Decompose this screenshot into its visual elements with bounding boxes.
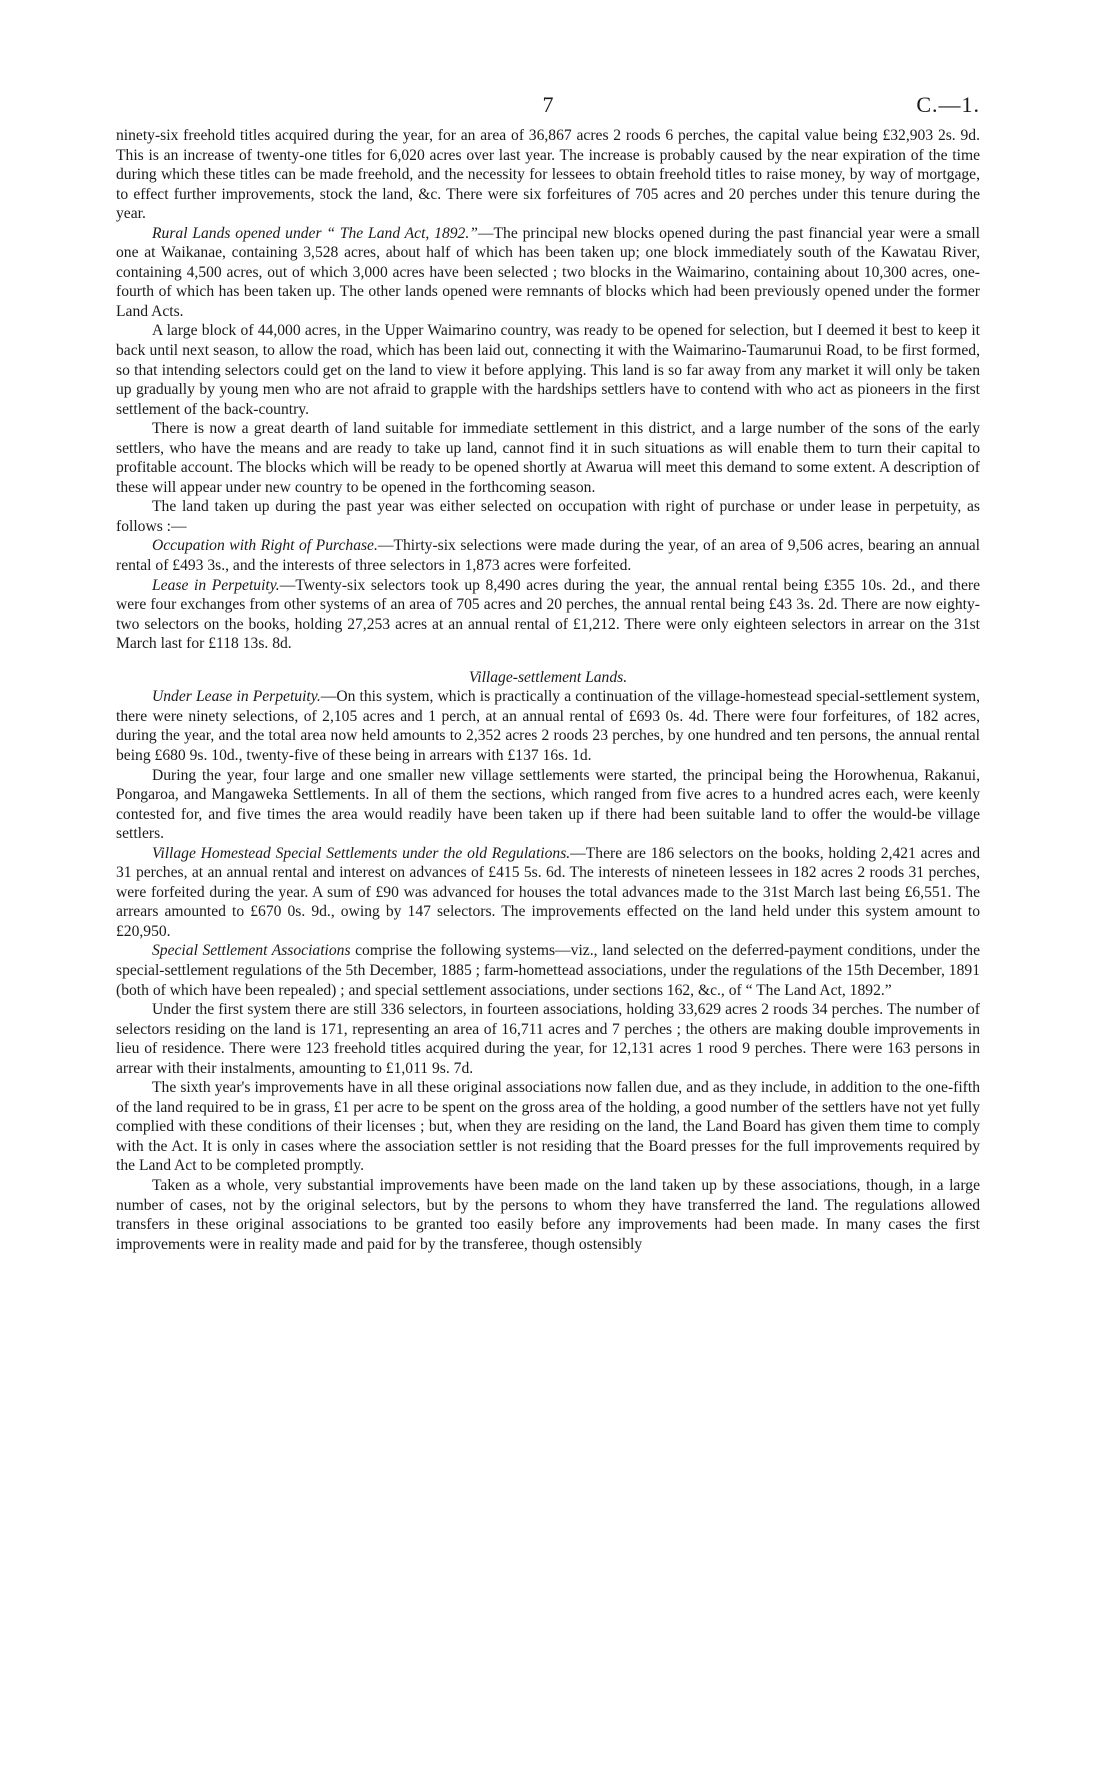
paragraph-land-taken-up <box>116 497 980 536</box>
paragraph-lease-perpetuity <box>116 576 980 654</box>
paragraph-text: ninety-six freehold titles acquired during the year, for an area of 36,867 acres 2 roods 6 perches, the capital value being £32,903 2s. 9d. This is an increase of twenty-one titles for 6,020 acres over last year. The increase is probably caused by the near expiration of the time during which these titles can be made freehold, and the necessity for lessees to obtain freehold titles to raise money, by way of mortgage, to effect further improvements, stock the land, &c. There were six forfeitures of 705 acres and 20 perches under this tenure during the year. <box>116 127 980 223</box>
paragraph-text: There is now a great dearth of land suitable for immediate settlement in this district, and a large number of the sons of the early settlers, who have the means and are ready to take up land, cannot find it in such situations as will enable them to turn their capital to profitable account. The blocks which will be ready to be opened shortly at Awarua will meet this demand to some extent. A description of these will appear under new country to be opened in the forthcoming season. <box>116 420 980 496</box>
paragraph-first-system <box>116 1000 980 1078</box>
paragraph-text: —Twenty-six selectors took up 8,490 acres during the year, the annual rental being £355 10s. 2d., and there were four exchanges from other systems of an area of 705 acres and 20 perches, the annual rental being £43 3s. 2d. There are now eighty-two selectors on the books, holding 27,253 acres at an annual rental of £1,212. There were only eighteen selectors in arrear on the 31st March last for £118 13s. 8d. <box>116 576 981 653</box>
paragraph-upper-waimarino <box>116 321 980 419</box>
document-page <box>116 92 980 1254</box>
paragraph-lead: Rural Lands opened under “ The Land Act, 1892.” <box>152 224 478 242</box>
paragraph-village-homestead <box>116 844 980 942</box>
paragraph-lead: Under Lease in Perpetuity. <box>152 688 321 706</box>
paragraph-text: The land taken up during the past year was either selected on occupation with right of purchase or under lease in perpetuity, as follows :— <box>116 498 980 535</box>
paragraph-text: Taken as a whole, very substantial improvements have been made on the land taken up by these associations, though, in a large number of cases, not by the original selectors, but by the persons to whom they have transferred the land. The regulations allowed transfers in these original associations to be granted too easily before any improvements had been made. In many cases the first improvements were in reality made and paid for by the transferee, though ostensibly <box>116 1176 980 1253</box>
report-code: C.—1. <box>916 92 980 117</box>
paragraph-rural-lands <box>116 224 980 322</box>
page-header <box>116 92 980 126</box>
paragraph-text: A large block of 44,000 acres, in the Upper Waimarino country, was ready to be opened for selection, but I deemed it best to keep it back until next season, to allow the road, which has been laid out, connecting it with the Waimarino-Taumarunui Road, to be first formed, so that intending selectors could get on the land to view it before applying. This land is so far away from any market it will only be taken up gradually by young men who are not afraid to grapple with the hardships settlers have to contend with who act as pioneers in the first settlement of the back-country. <box>116 322 980 418</box>
paragraph-text: —On this system, which is practically a continuation of the village-homestead special-settlement system, there were ninety selections, of 2,105 acres and 1 perch, at an annual rental of £693 0s. 4d. There were four forfeitures, of 182 acres, during the year, and the total area now held amounts to 2,352 acres 2 roods 23 perches, by one hundred and ten persons, the annual rental being £680 9s. 10d., twenty-five of these being in arrears with £137 16s. 1d. <box>116 688 980 764</box>
paragraph-new-village-settlements <box>116 766 980 844</box>
document-body <box>116 126 980 1254</box>
paragraph-special-settlement-associations <box>116 941 980 1000</box>
paragraph-text: During the year, four large and one smaller new village settlements were started, the principal being the Horowhenua, Rakanui, Pongaroa, and Mangaweka Settlements. In all of them the sections, which ranged from five acres to a hundred acres each, were keenly contested for, and five times the area would readily have been taken up if there had been suitable land to offer the would-be village settlers. <box>116 766 980 843</box>
page-number: 7 <box>542 92 554 117</box>
section-heading: Village-settlement Lands. <box>468 668 628 686</box>
paragraph-lead: Special Settlement Associations <box>152 942 351 960</box>
paragraph-lead: Occupation with Right of Purchase. <box>152 537 378 555</box>
paragraph-land-dearth <box>116 419 980 497</box>
paragraph-lead: Lease in Perpetuity. <box>152 576 280 594</box>
paragraph-freehold-titles <box>116 126 980 224</box>
paragraph-text: —Thirty-six selections were made during the year, of an area of 9,506 acres, bearing an annual rental of £493 3s., and the interests of three selectors in 1,873 acres were forfeited. <box>116 537 980 575</box>
paragraph-village-lease-perpetuity <box>116 687 980 765</box>
paragraph-text: The sixth year's improvements have in all these original associations now fallen due, and as they include, in addition to the one-fifth of the land required to be in grass, £1 per acre to be spent on the gross area of the holding, a good number of the settlers have not yet fully complied with these conditions of their licenses ; but, when they are residing on the land, the Land Board has given them time to comply with the Act. It is only in cases where the association settler is not residing that the Board presses for the full improvements required by the Land Act to be completed promptly. <box>116 1079 980 1175</box>
paragraph-text: —There are 186 selectors on the books, holding 2,421 acres and 31 perches, at an annual rental and interest on advances of £415 5s. 6d. The interests of nineteen lessees in 182 acres 2 roods 31 perches, were forfeited during the year. A sum of £90 was advanced for houses the total advances made to the 31st March last being £6,551. The arrears amounted to £670 0s. 9d., owing by 147 selectors. The improvements effected on the land held under this system amount to £20,950. <box>116 844 980 940</box>
paragraph-sixth-year-improvements <box>116 1078 980 1176</box>
paragraph-text: Under the first system there are still 336 selectors, in fourteen associations, holding 33,629 acres 2 roods 34 perches. The number of selectors residing on the land is 171, representing an area of 16,711 acres and 7 perches ; the others are making double improvements in lieu of residence. There were 123 freehold titles acquired during the year, for 12,131 acres 1 rood 9 perches. There were 163 persons in arrear with their instalments, amounting to £1,011 9s. 7d. <box>116 1001 980 1077</box>
paragraph-substantial-improvements <box>116 1176 980 1254</box>
paragraph-text: —The principal new blocks opened during the past financial year were a small one at Waikanae, containing 3,528 acres, about half of which has been taken up; one block immediately south of the Kawatau River, containing 4,500 acres, out of which 3,000 acres have been selected ; two blocks in the Waimarino, containing about 10,300 acres, one-fourth of which has been taken up. The other lands opened were remnants of blocks which had been previously opened under the former Land Acts. <box>116 224 980 320</box>
paragraph-text: comprise the following systems—viz., land selected on the deferred-payment conditions, under the special-settlement regulations of the 5th December, 1885 ; farm-homettead associations, under the regulations of the 15th December, 1891 (both of which have been repealed) ; and special settlement associations, under sections 162, &c., of “ The Land Act, 1892.” <box>116 942 980 999</box>
paragraph-lead: Village Homestead Special Settlements under the old Regulations. <box>152 844 571 862</box>
paragraph-occupation-right-purchase <box>116 536 980 575</box>
